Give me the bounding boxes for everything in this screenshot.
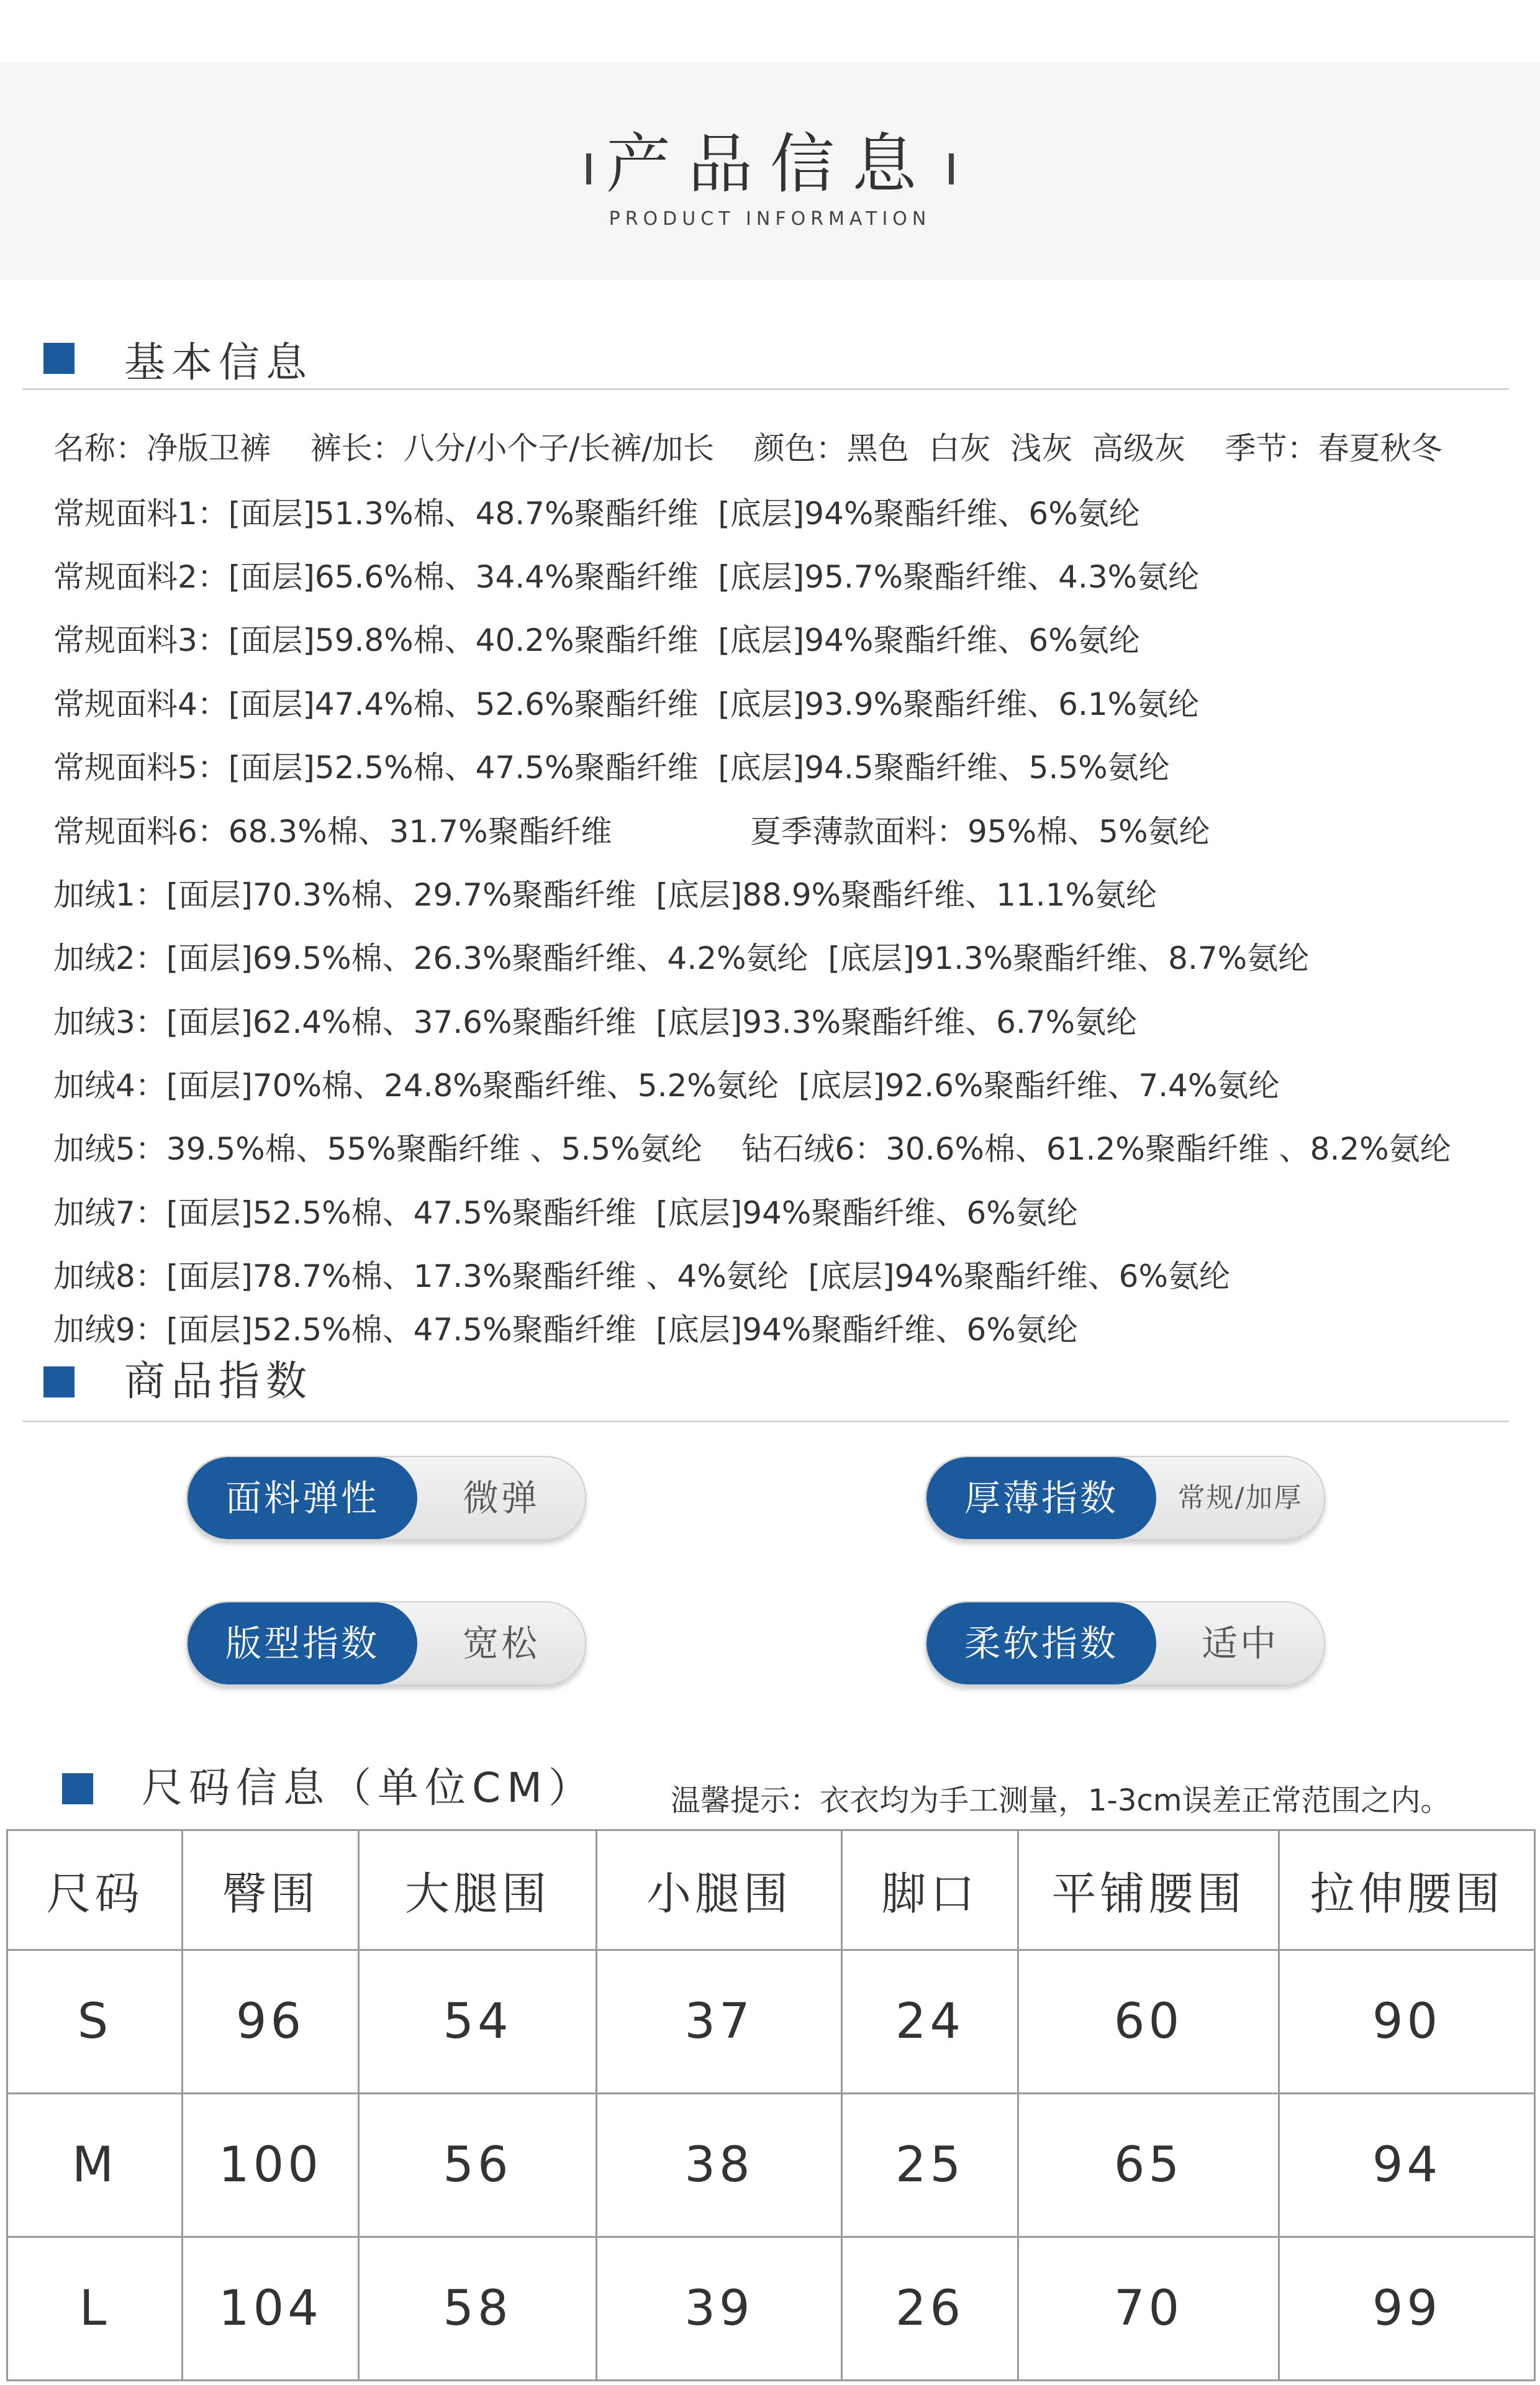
section-square-icon: [43, 1366, 75, 1397]
section-divider: [22, 388, 1509, 390]
size-table: [6, 1829, 1536, 2381]
size-table-cell: 94: [1279, 2094, 1535, 2237]
info-line: 常规面料6：68.3%棉、31.7%聚酯纤维 夏季薄款面料：95%棉、5%氨纶: [53, 814, 1210, 850]
info-line: 加绒7：[面层]52.5%棉、47.5%聚酯纤维 [底层]94%聚酯纤维、6%氨纶: [53, 1195, 1078, 1231]
size-table-cell: 104: [183, 2237, 359, 2381]
title-right-bar: [949, 153, 954, 184]
index-value: 常规/加厚: [1177, 1482, 1303, 1514]
size-table-header-row: [7, 1830, 1535, 1950]
section-divider: [22, 1420, 1509, 1422]
index-label: 厚薄指数: [926, 1457, 1156, 1539]
size-table-cell: 100: [183, 2094, 359, 2237]
size-table-cell: 39: [597, 2237, 842, 2381]
index-value: 适中: [1201, 1622, 1279, 1665]
info-line: 加绒5：39.5%棉、55%聚酯纤维 、5.5%氨纶 钻石绒6：30.6%棉、61.2%聚酯纤维 、8.2%氨纶: [53, 1131, 1451, 1167]
section-basic-info-title: 基本信息: [124, 338, 313, 386]
info-line: 常规面料3：[面层]59.8%棉、40.2%聚酯纤维 [底层]94%聚酯纤维、6%氨纶: [53, 622, 1140, 658]
size-table-cell: 96: [183, 1950, 359, 2094]
index-value: 微弹: [462, 1477, 540, 1519]
size-table-header-cell: 小腿围: [597, 1830, 842, 1950]
size-table-header-cell: 平铺腰围: [1018, 1830, 1279, 1950]
section-product-index-title: 商品指数: [124, 1357, 313, 1405]
info-line: 加绒3：[面层]62.4%棉、37.6%聚酯纤维 [底层]93.3%聚酯纤维、6.7%氨纶: [53, 1004, 1138, 1040]
size-table-cell: 90: [1279, 1950, 1535, 2094]
info-line: 名称：净版卫裤 裤长：八分/小个子/长裤/加长 颜色：黑色 白灰 浅灰 高级灰 季节：春夏秋冬: [53, 430, 1443, 466]
size-table-row: [7, 1950, 1535, 2094]
size-table-cell: 26: [842, 2237, 1018, 2381]
size-table-size-cell: L: [7, 2237, 183, 2381]
info-line: 加绒2：[面层]69.5%棉、26.3%聚酯纤维、4.2%氨纶 [底层]91.3%聚酯纤维、8.7%氨纶: [53, 940, 1310, 976]
size-table-cell: 70: [1018, 2237, 1279, 2381]
size-table-cell: 58: [359, 2237, 597, 2381]
size-tip: 温馨提示：衣衣均为手工测量，1-3cm误差正常范围之内。: [671, 1783, 1451, 1818]
section-square-icon: [62, 1773, 93, 1804]
index-pill-elasticity: [186, 1456, 586, 1540]
info-line: 常规面料1：[面层]51.3%棉、48.7%聚酯纤维 [底层]94%聚酯纤维、6%氨纶: [53, 496, 1140, 532]
info-line: 加绒4：[面层]70%棉、24.8%聚酯纤维、5.2%氨纶 [底层]92.6%聚酯纤维、7.4%氨纶: [53, 1068, 1280, 1104]
info-line: 加绒9：[面层]52.5%棉、47.5%聚酯纤维 [底层]94%聚酯纤维、6%氨纶: [53, 1312, 1078, 1348]
size-table-row: [7, 2237, 1535, 2381]
info-line: 常规面料2：[面层]65.6%棉、34.4%聚酯纤维 [底层]95.7%聚酯纤维、4.3%氨纶: [53, 559, 1200, 595]
index-pill-thickness: [925, 1456, 1325, 1540]
size-table-header-cell: 拉伸腰围: [1279, 1830, 1535, 1950]
section-size-info-title: 尺码信息（单位CM）: [142, 1764, 596, 1812]
index-label: 面料弹性: [188, 1457, 417, 1539]
size-table-header-cell: 尺码: [7, 1830, 183, 1950]
size-table-cell: 38: [597, 2094, 842, 2237]
index-label: 柔软指数: [926, 1602, 1156, 1684]
size-table-cell: 54: [359, 1950, 597, 2094]
size-table-cell: 37: [597, 1950, 842, 2094]
size-table-header-cell: 臀围: [183, 1830, 359, 1950]
page-subtitle: PRODUCT INFORMATION: [609, 208, 931, 230]
size-table-cell: 99: [1279, 2237, 1535, 2381]
size-table-size-cell: S: [7, 1950, 183, 2094]
info-line: 常规面料5：[面层]52.5%棉、47.5%聚酯纤维 [底层]94.5聚酯纤维、5.5%氨纶: [53, 750, 1170, 786]
section-square-icon: [43, 343, 75, 374]
index-pill-fit: [186, 1601, 586, 1686]
info-line: 常规面料4：[面层]47.4%棉、52.6%聚酯纤维 [底层]93.9%聚酯纤维、6.1%氨纶: [53, 686, 1200, 722]
size-table-header-cell: 大腿围: [359, 1830, 597, 1950]
size-table-cell: 60: [1018, 1950, 1279, 2094]
size-table-header-cell: 脚口: [842, 1830, 1018, 1950]
index-value: 宽松: [462, 1622, 540, 1665]
page-title: [0, 112, 1540, 205]
index-label: 版型指数: [188, 1602, 417, 1684]
size-table-cell: 56: [359, 2094, 597, 2237]
page-title-text: 产品信息: [605, 126, 934, 202]
index-pill-softness: [925, 1601, 1325, 1686]
info-line: 加绒1：[面层]70.3%棉、29.7%聚酯纤维 [底层]88.9%聚酯纤维、11.1%氨纶: [53, 877, 1157, 913]
info-line: 加绒8：[面层]78.7%棉、17.3%聚酯纤维 、4%氨纶 [底层]94%聚酯纤维、6%氨纶: [53, 1258, 1230, 1294]
size-table-row: [7, 2094, 1535, 2237]
size-table-cell: 25: [842, 2094, 1018, 2237]
size-table-size-cell: M: [7, 2094, 183, 2237]
size-table-cell: 65: [1018, 2094, 1279, 2237]
size-table-cell: 24: [842, 1950, 1018, 2094]
title-left-bar: [586, 153, 591, 184]
